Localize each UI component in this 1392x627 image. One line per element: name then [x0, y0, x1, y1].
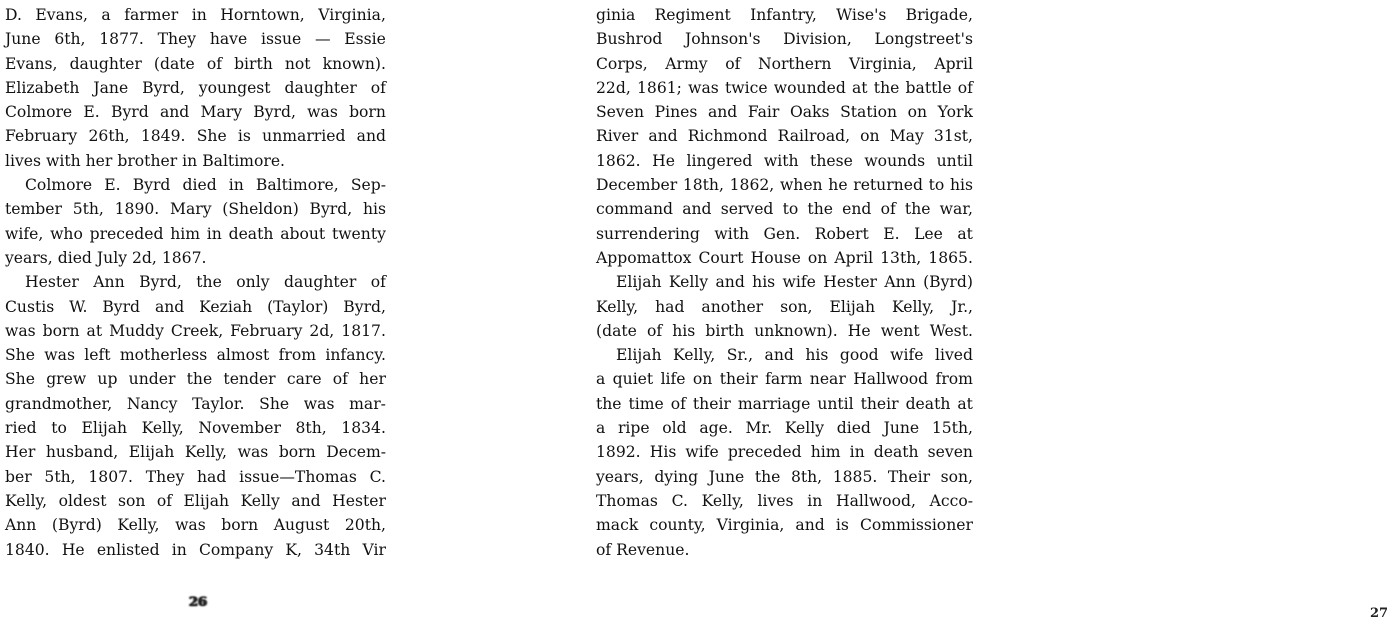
right-page-text-line: 1862. He lingered with these wounds until: [596, 151, 973, 170]
left-page-text-line: February 26th, 1849. She is unmarried and: [5, 127, 386, 146]
right-page-text-line: Kelly, had another son, Elijah Kelly, Jr.,: [596, 297, 973, 316]
right-page-text: [590, 3, 975, 562]
left-page-text-line: Custis W. Byrd and Keziah (Taylor) Byrd,: [5, 297, 386, 316]
left-page-text-line: Colmore E. Byrd died in Baltimore, Sep-: [25, 176, 386, 195]
left-page-text-line: Colmore E. Byrd and Mary Byrd, was born: [5, 103, 386, 122]
right-page-text-line: the time of their marriage until their death at: [596, 394, 973, 413]
right-page-text-line: December 18th, 1862, when he returned to his: [596, 176, 973, 195]
left-page-text-line: years, died July 2d, 1867.: [5, 248, 207, 267]
left-page-text-line: Kelly, oldest son of Elijah Kelly and Hester: [5, 491, 386, 510]
left-page-text-line: She was left motherless almost from infancy.: [5, 346, 386, 365]
left-page-text-line: Her husband, Elijah Kelly, was born Decem-: [5, 443, 386, 462]
left-page-text-line: tember 5th, 1890. Mary (Sheldon) Byrd, his: [5, 200, 386, 219]
left-page-text-line: D. Evans, a farmer in Horntown, Virginia,: [5, 6, 386, 24]
page-gutter: [392, 0, 590, 627]
left-page-text-line: lives with her brother in Baltimore.: [5, 151, 285, 170]
right-page-text-line: of Revenue.: [596, 540, 690, 559]
left-page-text-line: ber 5th, 1807. They had issue—Thomas C.: [5, 467, 386, 486]
right-page-text-line: a ripe old age. Mr. Kelly died June 15th,: [596, 419, 973, 438]
left-page-text-line: She grew up under the tender care of her: [5, 370, 386, 389]
right-page-text-line: Elijah Kelly and his wife Hester Ann (Byrd): [616, 273, 973, 292]
right-page-text-line: surrendering with Gen. Robert E. Lee at: [596, 224, 973, 243]
right-page-text-line: mack county, Virginia, and is Commissioner: [596, 516, 973, 535]
right-page-text-line: Bushrod Johnson's Division, Longstreet's: [596, 30, 973, 49]
left-page-text-line: Evans, daughter (date of birth not known).: [5, 54, 386, 73]
left-page-text-line: 1840. He enlisted in Company K, 34th Vir: [5, 540, 386, 559]
left-page-text-line: June 6th, 1877. They have issue — Essie: [5, 30, 386, 49]
right-page-text-line: Thomas C. Kelly, lives in Hallwood, Acco-: [596, 491, 973, 510]
right-page-text-line: Seven Pines and Fair Oaks Station on York: [596, 103, 973, 122]
left-page-number: 26: [188, 595, 208, 610]
left-page-text-line: Elizabeth Jane Byrd, youngest daughter of: [5, 78, 386, 97]
left-page-text-line: Hester Ann Byrd, the only daughter of: [25, 273, 386, 292]
right-page-text-line: (date of his birth unknown). He went West.: [596, 321, 973, 340]
left-page-text-line: grandmother, Nancy Taylor. She was mar-: [5, 394, 386, 413]
right-page-text-line: 1892. His wife preceded him in death seven: [596, 443, 973, 462]
left-page: [0, 0, 392, 627]
right-page: [590, 0, 1389, 627]
right-page-text-line: River and Richmond Railroad, on May 31st,: [596, 127, 973, 146]
right-page-text-line: years, dying June the 8th, 1885. Their son,: [596, 467, 973, 486]
right-page-text-line: 22d, 1861; was twice wounded at the battle of: [596, 78, 973, 97]
left-page-text-line: wife, who preceded him in death about twenty: [5, 224, 386, 243]
right-page-number: 27: [1369, 606, 1389, 621]
left-page-text-line: Ann (Byrd) Kelly, was born August 20th,: [5, 516, 386, 535]
right-page-text-line: Corps, Army of Northern Virginia, April: [596, 54, 973, 73]
right-page-text-line: command and served to the end of the war,: [596, 200, 973, 219]
left-page-text: [0, 3, 392, 562]
left-page-text-line: was born at Muddy Creek, February 2d, 1817.: [5, 321, 386, 340]
right-page-text-line: Appomattox Court House on April 13th, 1865.: [596, 248, 973, 267]
right-page-text-line: ginia Regiment Infantry, Wise's Brigade,: [596, 6, 973, 24]
right-page-text-line: Elijah Kelly, Sr., and his good wife lived: [616, 346, 973, 365]
left-page-text-line: ried to Elijah Kelly, November 8th, 1834.: [5, 419, 386, 438]
right-page-text-line: a quiet life on their farm near Hallwood from: [596, 370, 973, 389]
